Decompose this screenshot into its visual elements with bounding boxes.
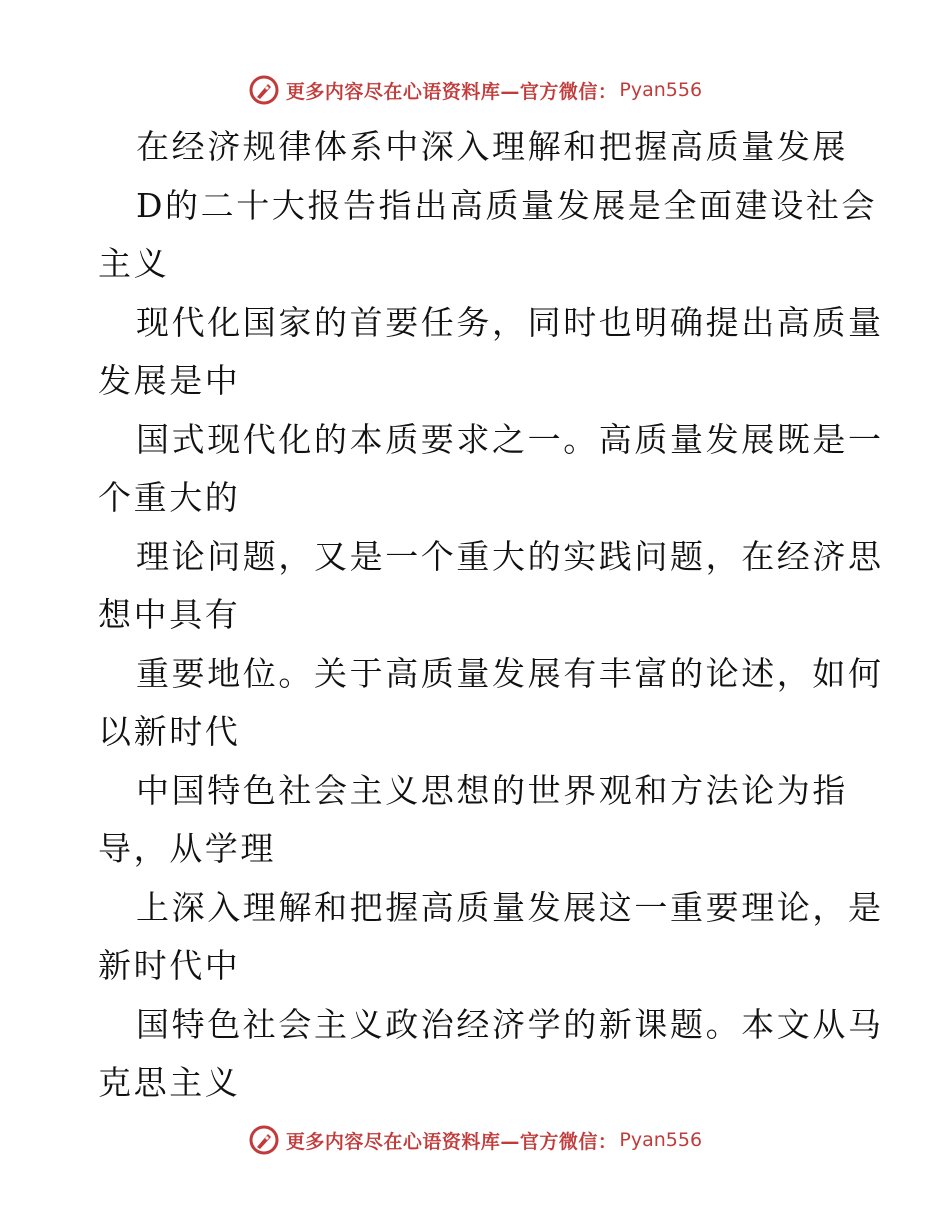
- header-banner: [0, 70, 950, 110]
- text-line: 国特色社会主义政治经济学的新课题。本文从马: [136, 1004, 884, 1044]
- text-line: 重要地位。关于高质量发展有丰富的论述，如何: [136, 653, 884, 693]
- banner-handle: Pyan556: [619, 1129, 703, 1151]
- document-body: [98, 118, 884, 1113]
- text-line: 国式现代化的本质要求之一。高质量发展既是一: [136, 419, 884, 459]
- text-line: 在经济规律体系中深入理解和把握高质量发展: [136, 127, 848, 166]
- text-line: 克思主义: [98, 1063, 241, 1102]
- text-line: 以新时代: [98, 712, 241, 751]
- text-line: 想中具有: [98, 595, 241, 634]
- banner-handle: Pyan556: [619, 79, 703, 101]
- banner-text: 更多内容尽在心语资料库—官方微信：: [285, 1130, 618, 1153]
- text-line: 中国特色社会主义思想的世界观和方法论为指: [136, 770, 848, 810]
- text-line: 导，从学理: [98, 829, 276, 868]
- banner-text: 更多内容尽在心语资料库—官方微信：: [285, 80, 618, 103]
- text-line: 现代化国家的首要任务，同时也明确提出高质量: [136, 302, 884, 342]
- text-line: 新时代中: [98, 946, 241, 985]
- footer-banner: [0, 1120, 950, 1160]
- text-line: 个重大的: [98, 478, 241, 517]
- pen-nib-logo-icon: [248, 1124, 280, 1156]
- text-line: 上深入理解和把握高质量发展这一重要理论，是: [136, 887, 884, 927]
- text-line: 理论问题，又是一个重大的实践问题，在经济思: [136, 536, 884, 576]
- text-line: 主义: [98, 244, 170, 283]
- text-line: D的二十大报告指出高质量发展是全面建设社会: [136, 185, 878, 225]
- pen-nib-logo-icon: [248, 74, 280, 106]
- text-line: 发展是中: [98, 361, 241, 400]
